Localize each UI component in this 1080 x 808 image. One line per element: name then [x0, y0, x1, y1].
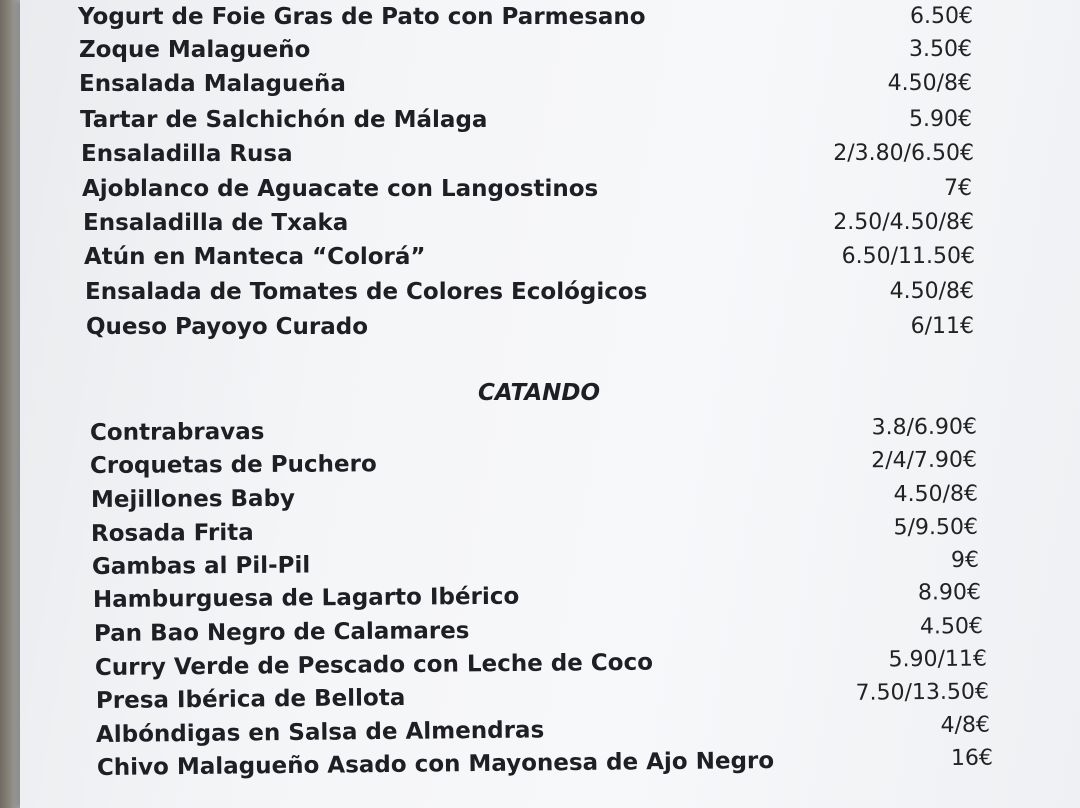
item-name: Rosada Frita [90, 519, 254, 547]
menu-item [84, 244, 975, 274]
item-price: 4/8€ [940, 712, 991, 739]
menu-item [85, 279, 974, 309]
item-name: Croquetas de Puchero [89, 451, 377, 479]
item-price: 5.90€ [909, 107, 972, 132]
item-name: Tartar de Salchichón de Málaga [80, 107, 488, 133]
menu-item [83, 210, 974, 240]
item-price: 9€ [950, 547, 980, 574]
item-name: Ensalada de Tomates de Colores Ecológicos [85, 279, 648, 305]
item-price: 3.50€ [909, 37, 972, 62]
menu-item [91, 482, 978, 517]
item-price: 6.50/11.50€ [841, 244, 975, 269]
item-price: 16€ [950, 745, 994, 772]
item-price: 7€ [944, 176, 972, 201]
item-name: Ensalada Malagueña [79, 71, 346, 97]
menu-item [79, 71, 972, 101]
item-price: 7.50/13.50€ [855, 679, 990, 706]
item-name: Presa Ibérica de Bellota [95, 685, 406, 714]
menu-item [81, 141, 974, 171]
menu-item [90, 415, 977, 450]
item-price: 3.8/6.90€ [871, 414, 978, 441]
item-price: 6.50€ [910, 4, 973, 29]
menu-item [92, 548, 979, 584]
menu-item [95, 646, 987, 685]
menu-item [91, 515, 978, 551]
item-name: Mejillones Baby [90, 485, 296, 513]
menu-item [78, 4, 973, 34]
item-name: Albóndigas en Salsa de Almendras [95, 717, 545, 748]
item-name: Zoque Malagueño [79, 37, 311, 63]
item-name: Yogurt de Foie Gras de Pato con Parmesano [78, 4, 646, 30]
item-price: 2/4/7.90€ [871, 447, 978, 474]
item-name: Chivo Malagueño Asado con Mayonesa de Ajo Negro [96, 747, 775, 781]
item-price: 4.50€ [919, 614, 984, 640]
item-name: Ensaladilla de Txaka [83, 210, 349, 236]
item-price: 4.50/8€ [887, 71, 972, 96]
item-name: Contrabravas [89, 418, 265, 446]
item-name: Ensaladilla Rusa [81, 141, 293, 167]
item-price: 5.90/11€ [888, 646, 988, 673]
item-price: 2.50/4.50/8€ [833, 210, 974, 235]
menu-item [80, 107, 972, 137]
menu-item [93, 580, 981, 617]
item-name: Hamburguesa de Lagarto Ibérico [92, 583, 520, 613]
item-name: Ajoblanco de Aguacate con Langostinos [82, 176, 599, 202]
menu-item [96, 679, 989, 718]
item-name: Queso Payoyo Curado [86, 314, 369, 340]
item-name: Atún en Manteca “Colorá” [84, 244, 426, 270]
item-name: Curry Verde de Pescado con Leche de Coco [94, 649, 654, 681]
menu-item [79, 37, 972, 67]
menu-item [94, 614, 983, 651]
item-name: Gambas al Pil-Pil [91, 552, 311, 580]
menu-item [97, 746, 993, 785]
menu-item [90, 448, 977, 483]
item-price: 4.50/8€ [889, 279, 974, 304]
section-title: CATANDO [478, 380, 601, 406]
menu-item [86, 314, 974, 344]
item-price: 4.50/8€ [893, 481, 979, 508]
item-name: Pan Bao Negro de Calamares [93, 618, 470, 647]
item-price: 5/9.50€ [893, 514, 979, 541]
item-price: 8.90€ [917, 580, 982, 606]
menu-item [82, 176, 972, 206]
item-price: 2/3.80/6.50€ [833, 141, 974, 166]
item-price: 6/11€ [910, 314, 974, 339]
